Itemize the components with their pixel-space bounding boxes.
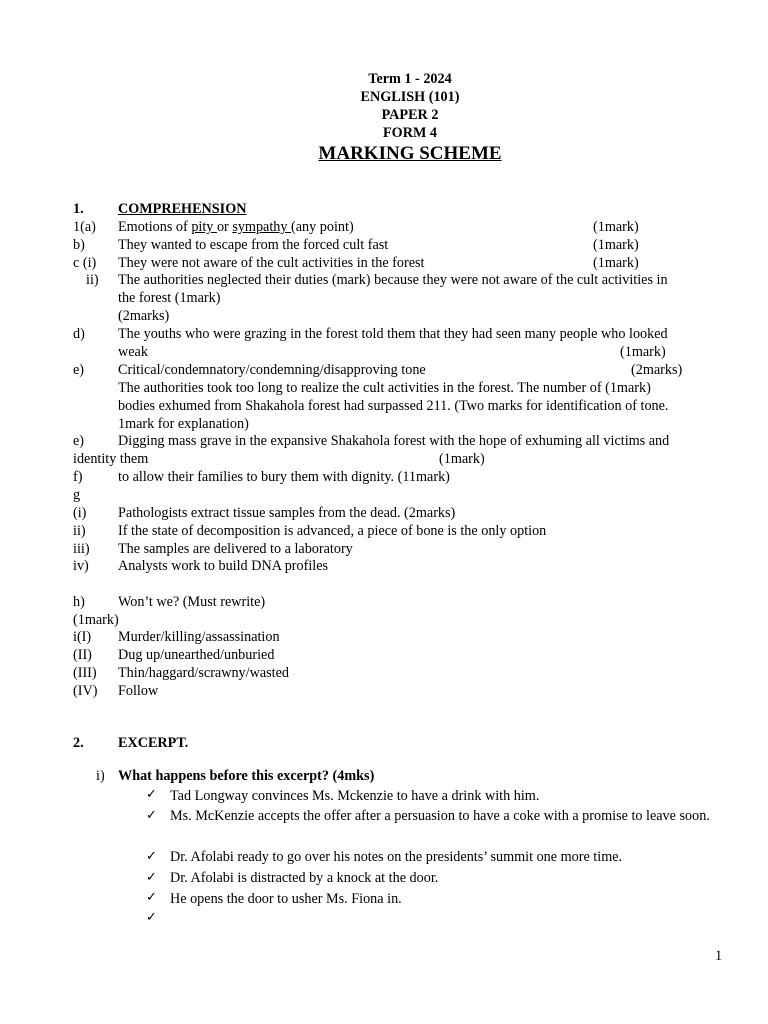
bullet-item: Dr. Afolabi ready to go over his notes on the presidents’ summit one more time. [170, 849, 623, 865]
bullet-item: He opens the door to usher Ms. Fiona in. [170, 891, 402, 907]
qg-iii-text: The samples are delivered to a laboratory [118, 541, 353, 557]
qg-iv-text: Analysts work to build DNA profiles [118, 558, 329, 574]
qh-text: Won’t we? (Must rewrite) [118, 594, 266, 610]
section2-heading: EXCERPT. [118, 735, 189, 751]
qe-text: Critical/condemnatory/condemning/disapproving tone [118, 362, 426, 378]
qg-iv-label: iv) [73, 558, 89, 574]
checkmark-icon: ✓ [146, 808, 157, 823]
q1a-text [118, 218, 354, 236]
qe-mark: (2marks) [631, 362, 683, 378]
checkmark-icon: ✓ [146, 849, 157, 864]
checkmark-icon: ✓ [146, 890, 157, 905]
qd-line2: weak [118, 344, 148, 360]
qg-i-text: Pathologists extract tissue samples from the dead. (2marks) [118, 505, 456, 521]
qh-label: h) [73, 594, 85, 610]
qd-mark: (1mark) [620, 344, 666, 360]
qe2-line1: Digging mass grave in the expansive Shakahola forest with the hope of exhuming all victims and [118, 433, 670, 449]
qg-iii-label: iii) [73, 541, 90, 557]
s2-qi-text: What happens before this excerpt? (4mks) [118, 768, 375, 784]
qci-mark: (1mark) [593, 255, 639, 271]
qiII-label: (II) [73, 647, 92, 663]
qci-text: They were not aware of the cult activities in the forest [118, 255, 425, 271]
checkmark-icon: ✓ [146, 787, 157, 802]
qcii-line1: The authorities neglected their duties (mark) because they were not aware of the cult activities in [118, 272, 668, 288]
qf-label: f) [73, 469, 83, 485]
qiIV-text: Follow [118, 683, 159, 699]
qcii-line2: the forest (1mark) [118, 290, 221, 306]
header-form: FORM 4 [383, 125, 437, 141]
qiIII-text: Thin/haggard/scrawny/wasted [118, 665, 289, 681]
qe2-mark: (1mark) [439, 451, 485, 467]
qg-i-label: (i) [73, 505, 87, 521]
qd-line1: The youths who were grazing in the forest told them that they had seen many people who looked [118, 326, 668, 342]
q1a-pity: pity [191, 219, 217, 235]
q1a-mid: or [216, 219, 233, 235]
section1-number: 1. [73, 201, 84, 217]
qe-line3: bodies exhumed from Shakahola forest had surpassed 211. (Two marks for identification of tone. [118, 398, 669, 414]
q1a-label: 1(a) [73, 219, 96, 235]
section1-heading: COMPREHENSION [118, 201, 247, 217]
qb-text: They wanted to escape from the forced cult fast [118, 237, 389, 253]
s2-qi-label: i) [96, 768, 105, 784]
qe2-label: e) [73, 433, 85, 449]
checkmark-icon: ✓ [146, 870, 157, 885]
qg-ii-label: ii) [73, 523, 86, 539]
q1a-post: (any point) [291, 219, 354, 235]
qiII-text: Dug up/unearthed/unburied [118, 647, 275, 663]
qcii-line3: (2marks) [118, 308, 170, 324]
checkmark-icon: ✓ [146, 910, 157, 925]
section2-number: 2. [73, 735, 84, 751]
qg-label: g [73, 487, 81, 503]
qci-label: c (i) [73, 255, 97, 271]
qh-mark: (1mark) [73, 612, 119, 628]
header-term: Term 1 - 2024 [368, 71, 452, 87]
q1a-sympathy: sympathy [232, 219, 292, 235]
qb-label: b) [73, 237, 85, 253]
header-paper: PAPER 2 [381, 107, 439, 123]
qiI-label: i(I) [73, 629, 92, 645]
page-title: MARKING SCHEME [318, 143, 502, 164]
page-number: 1 [715, 948, 723, 964]
q1a-pre: Emotions of [118, 219, 192, 235]
qd-label: d) [73, 326, 85, 342]
qe2-line2: identity them [73, 451, 149, 467]
q1a-mark: (1mark) [593, 219, 639, 235]
bullet-item: Ms. McKenzie accepts the offer after a persuasion to have a coke with a promise to leave soon. [170, 808, 710, 824]
qiI-text: Murder/killing/assassination [118, 629, 280, 645]
qiIV-label: (IV) [73, 683, 98, 699]
qe-label: e) [73, 362, 85, 378]
header-subject: ENGLISH (101) [360, 89, 460, 105]
qe-line4: 1mark for explanation) [118, 416, 249, 432]
bullet-item: Dr. Afolabi is distracted by a knock at the door. [170, 870, 439, 886]
qb-mark: (1mark) [593, 237, 639, 253]
bullet-item: Tad Longway convinces Ms. Mckenzie to have a drink with him. [170, 788, 540, 804]
qe-line2: The authorities took too long to realize the cult activities in the forest. The number of (1mark) [118, 380, 651, 396]
qg-ii-text: If the state of decomposition is advanced, a piece of bone is the only option [118, 523, 547, 539]
qiIII-label: (III) [73, 665, 97, 681]
qf-text: to allow their families to bury them with dignity. (11mark) [118, 469, 450, 485]
qcii-label: ii) [86, 272, 99, 288]
